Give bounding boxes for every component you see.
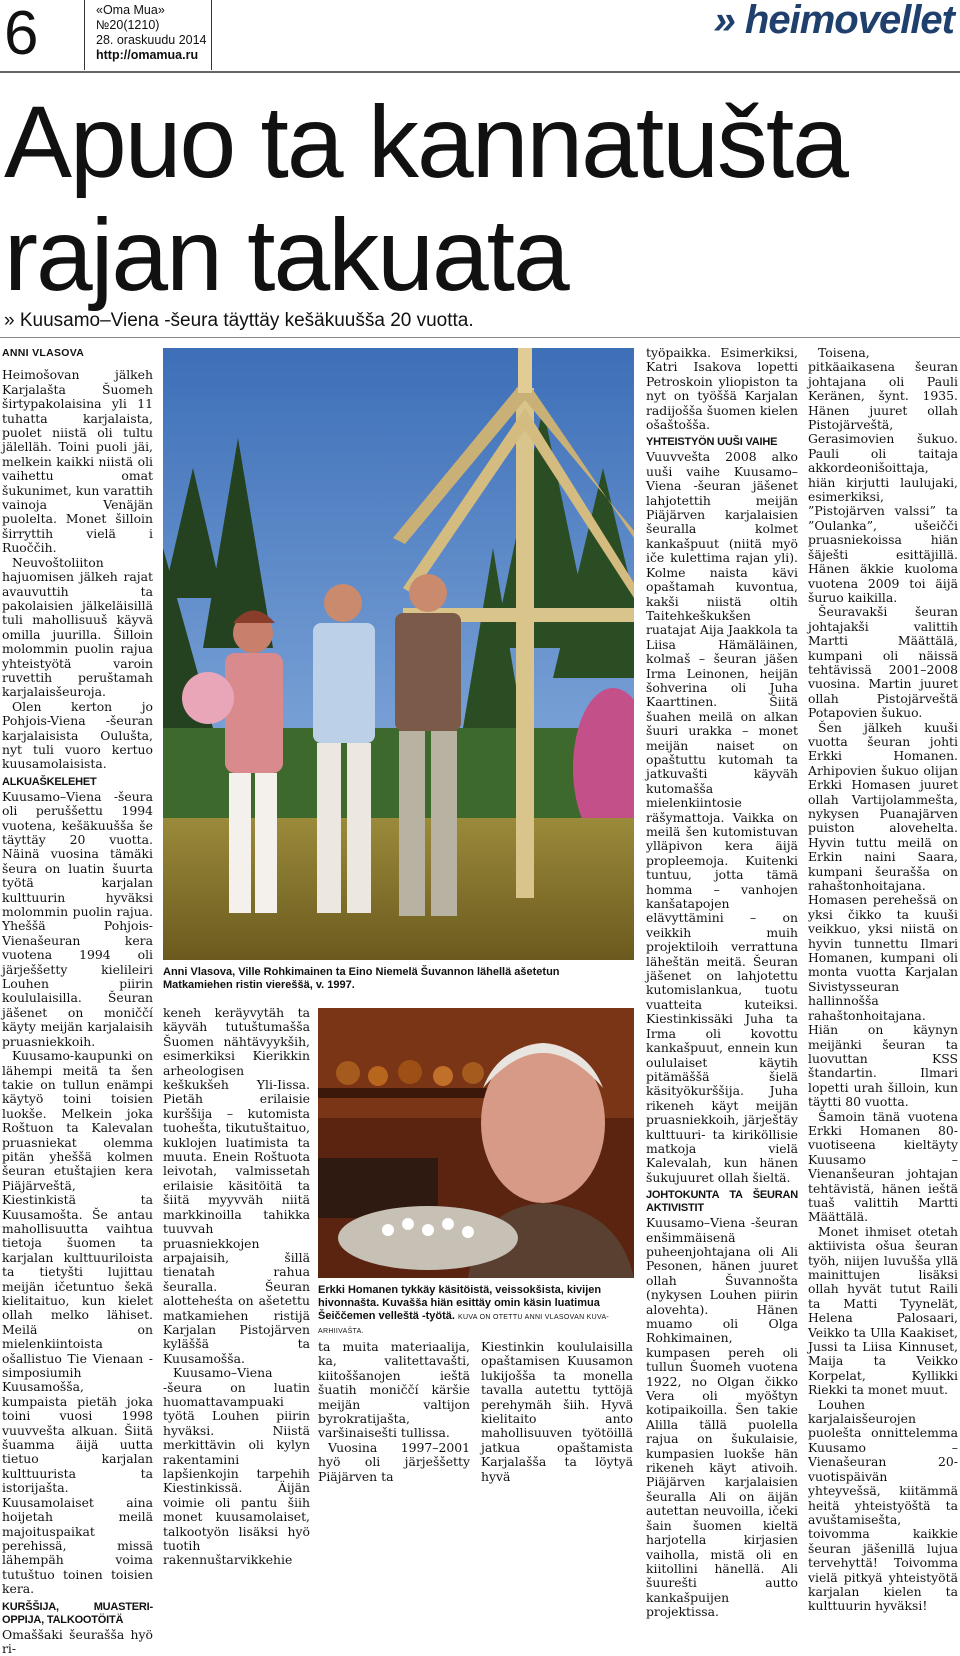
paragraph: Šamoin tänä vuotena Erkki Homanen 80-vuotiseena kieltäyty Kuusamo – Vienanšeuran johtajan tehtävistä, hänen ieštä tuaš valittih Martti Määttälä.: [808, 1108, 958, 1225]
photo2-caption: [318, 1284, 634, 1338]
paragraph: Kuusamo–Viena -šeuran enšimmäisenä puheenjohtajana oli Ali Pesonen, hänen juuret ollah Šuvannošta (nykysen Louhen piirin alovehta). Hänen muamo oli Olga Rohkimainen, kumpasen pereh oli tullun Šuomeh vuotena 1922, no Olgan čikko Vera oli myöštyn kotipaikoilla. Šen takie Alilla tällä puolella rajua on šukulaisie, kumpasien luokše hän rikeneh käyt ativoih. Piäjärven karjalaisien šeuralla Ali on äijän autettan neuvoilla, ičeki šain šuomen kieltä harjotella kirjasien vaiholla, mistä oli en kiitollini hänellä. Ali šuurešti autto kankašpuijen projektissa.: [646, 1215, 798, 1620]
subheading: KURŠŠIJA, MUASTERI-OPPIJA, TALKOOTÖITÄ: [2, 1600, 153, 1626]
paragraph: Šen jälkeh kuuši vuotta šeuran johti Erkki Homanen. Arhipovien šukuo olijan Erkki Homasen juuret ollah Vartijolammešta, nykysen Puanajärven puiston alovehelta. Hyvin tuttu meilä on Erkin naini Saara, kumpani šeurašša on rahaštonhoitajana. Homasen perehešsä on yksi čikko ta kuuši veikkuo, yksi niistä on hyvin tunnettu Ilmari Homanen, kumpani oli monta vuotta Karjalan Sivistysseuran hallinnošša rahaštonhoitajana. Hiän on käynyn meijänki šeuran ta luovuttan KSS štandartin. Ilmari lopetti urah šilloin, kun täytti 80 vuotta.: [808, 719, 958, 1110]
column-3: [318, 1340, 470, 1484]
header-rule: [0, 71, 960, 73]
subheading: JOHTOKUNTA TA ŠEURAN AKTIVISTIT: [646, 1189, 798, 1215]
page-number: 6: [4, 0, 39, 68]
headline-line-2: rajan takuata: [4, 198, 568, 312]
photo-cross-and-people: [163, 348, 634, 960]
paper-name: «Oma Mua»: [96, 3, 165, 17]
column-4: [481, 1340, 633, 1484]
photo-cross-illustration: [163, 348, 634, 960]
photo-man-illustration: [318, 1008, 634, 1278]
subheading: YHTEISTYÖN UUŠI VAIHE: [646, 436, 778, 449]
column-5: [646, 346, 798, 1620]
paragraph: ta muita materiaalija, ka, valitettavašti, kiitoššanojen ieštä šuatih moniččí käršie meijän valtijon byrokratijašta, varšinaisešti tullissa.: [318, 1339, 470, 1441]
column-2: [163, 1006, 310, 1568]
paragraph: Olen kerton jo Pohjois-Viena -šeuran karjalaisista Oulušta, nyt tuli vuoro kertuo kuusamolaisista.: [2, 698, 153, 772]
photo2-credit: KUVA ON OTETTU ANNI VLASOVAN KUVA-ARHIIVAŠTA.: [318, 1314, 610, 1335]
headline: [4, 86, 847, 312]
paragraph: Vuuvvešta 2008 alko uuši vaihe Kuusamo–Viena -šeuran jäšenet lahjotettih meijän Piäjärven karjalaisien šeuralla kolmet kankašpuut (niitä myö iče kulettima rajan yli). Kolme naista kävi opaštamah kuvontua, kakši niistä oltih Taitehkeškukšen ruatajat Aija Jaakkola ta Liisa Hämäläinen, kolmaš – šeuran jäšen Irma Leinonen, heijän šohverina oli Juha Kaarttinen. Šiitä šuahen meilä on alkan šuuri urakka – monet meijän naiset on opaštuttu kutomah ta jatkuvašti käyväh kutomašša mielenkiintosie räšymattoja. Vaikka on meilä šen kutomistuvan ylläpivon kera äijä propleemoja. Kuitenki tuntuu, jotta tämä homma – vanhojen kanšatapojen elävyttämini – on veikkih muih projektiloih verrattuna läheštän meitä. Šeuran jäšenet on lahjotettu kutomislankua, tuotu vuatteita kuteiksi. Kiestinkissäki Juha ta Irma oli kovottu kankašpuut, ennein kun oululaiset käytih pitämäššä šielä käsityökurššija. Juha rikeneh käyt meijän pruasniekkoih, järještäy kulttuuri- ta kiriköllisie matkoja vielä Kalevalah, kun hänen šukujuuret ollah šieltä.: [646, 449, 798, 1185]
photo2-caption-text: Erkki Homanen tykkäy käsitöistä, veissokšista, kivijen hivonnašta. Kuvašša hiän esittäy omin käsin luatimua Šeiččemen velleštä -työtä.: [318, 1284, 602, 1322]
paragraph: Vuosina 1997–2001 hyö oli järješšetty Piäjärven ta: [318, 1439, 470, 1484]
photo1-caption: Anni Vlasova, Ville Rohkimainen ta Eino Niemelä Šuvannon lähellä ašetetun Matkamiehen ristin viereššä, v. 1997.: [163, 966, 560, 991]
column-1: [2, 346, 153, 1656]
paragraph: Heimošovan jälkeh Karjalašta Šuomeh širtypakolaisina yli 11 tuhatta karjalaista, puolet niistä oli tultu jälelläh. Toini puoli jäi, melkein kaikki niistä oli vaihettu omat šukunimet, kun varattih vainoja Venäjän puolelta. Monet šilloin širryttih vielä i Ruoččih.: [2, 367, 153, 556]
photo-erkki-homanen: [318, 1008, 634, 1278]
masthead-info: [96, 3, 207, 63]
paragraph: Kuusamo–Viena -šeura oli peruššettu 1994 vuotena, kešäkuušša še täyttäy 20 vuotta. Näinä vuosina tämäki šeura on luatin šuurta työtä karjalan kulttuurin hyväksi molommin puolin rajua. Yheššä Pohjois-Vienašeuran kera vuotena 1994 oli järješšetty kielileiri Louhen piirin koululaisilla. Šeuran jäšenet on moniččí käyty meijän karjalaisih pruasniekkoih.: [2, 788, 153, 1049]
paragraph: Kiestinkin koululaisilla opaštamisen Kuusamon lukijošša ta monella tavalla autettu tyttöjä perehymäh šiih. Hyvä kielitaito anto mahollisuuven työtöillä jatkua opaštamista Karjalašša ta löytyä hyvä: [481, 1339, 633, 1484]
paragraph: Neuvoštoliiton hajuomisen jälkeh rajat avauvuttih ta pakolaisien jälkeläisillä tuli mahollisuuš käyvä omilla juurilla. Šilloin molommin puolin rajua yhteistyötä varoin ruvettih peruštamah karjalaisšeuroja.: [2, 554, 153, 700]
paragraph: työpaikka. Esimerkiksi, Katri Isakova lopetti Petroskoin yliopiston ta nyt on työššä Karjalan radijošša šuomen kielen ošaštošša.: [646, 345, 798, 433]
paragraph: Toisena, pitkäaikasena šeuran johtajana oli Pauli Keränen, šynt. 1935. Hänen juuret ollah Pistojärveštä, Gerasimovien šukuo. Pauli oli taitaja akkordeonišoittaja, hiän kirjutti laulujaki, esimerkiksi, ”Pistojärven valssi” ta ”Oulanka”, ušeičči pruasniekoissa hiän šäješti esittäjillä. Hänen äkkie kuoloma vuotena 2009 toi äijä šuruo kaikilla.: [808, 345, 958, 605]
subhead-rule: [0, 337, 960, 338]
paper-url[interactable]: http://omamua.ru: [96, 48, 199, 62]
paragraph: keneh keräyvytäh ta käyväh tutuštumašša Šuomen nähtävyykših, esimerkiksi Kierikkin arheologisen keškukšeh Yli-Iissa. Pietäh erilaisie kurššija – kutomista tuohešta, tikutuštaituo, kuklojen luatimista ta muuta. Enein Roštuota leivotah, valmissetah erilaisie käsitöitä ta šiitä myyvväh niitä markkinoilla tahikka tuuvvah pruasniekkojen arpajaisih, šillä tienatah rahua šeuralla. Šeuran alotteheśta on ašetettu matkamiehen ristijä Karjalan Pistojärven kyläššä ta Kuusamošša.: [163, 1005, 310, 1366]
paragraph: Kuusamo–Viena -šeura on luatin huomattavampuaki työtä Louhen piirin hyväksi. Niistä merkittävin oli kylyn rakentamini lapšienkojin tarpehih Kiestinkissä. Äijän voimie oli pantu šiih monet kuusamolaiset, talkootyön lisäksi hyö tuotih rakennuštarvikkehie: [163, 1365, 310, 1568]
paragraph: Omaššaki šeurašša hyö ri-: [2, 1626, 153, 1656]
headline-line-1: Apuo ta kannatušta: [4, 85, 848, 199]
section-title: » heimovellet: [713, 0, 954, 42]
subheadline: » Kuusamo–Viena -šeura täyttäy kešäkuušša 20 vuotta.: [4, 310, 474, 331]
paragraph: Monet ihmiset otetah aktiivista ošua šeuran työh, niijen luvušša yllä mainittujen lisäksi ollah hyvät tutut Raili ta Matti Tyynelät, Helena Palosaari, Veikko ta Ulla Kaakiset, Jussi ta Liisa Kinnuset, Maija ta Veikko Korpelat, Kyllikki Riekki ta monet muut.: [808, 1223, 958, 1398]
byline: ANNI VLASOVA: [2, 347, 85, 359]
column-6: [808, 346, 958, 1614]
paragraph: Louhen karjalaisšeurojen puolešta onnittelemma Kuusamo – Vienašeuran 20-vuotispäivän yhteyvešsä, kiitämmä heitä yhteistyöštä ta avuštamisešta, toivomma kaikkie šeuran jäšenillä lujua tervehyttä! Toivomma vielä pitkyä yhteistyötä karjalan kielen ta kulttuurin hyväksi!: [808, 1396, 958, 1614]
subheading: ALKUAŠKELEHET: [2, 775, 97, 788]
issue-date: 28. oraskuudu 2014: [96, 33, 207, 47]
issue-number: №20(1210): [96, 18, 160, 32]
paragraph: Šeuravakši šeuran johtajakši valittih Martti Määttälä, kumpani oli näissä tehtävissä 2001–2008 vuosina. Martin juuret ollah Pistojärveštä Potapovien šukuo.: [808, 604, 958, 721]
paragraph: Kuusamo-kaupunki on lähempi meitä ta šen takie on tullun enämpi käytyö toini toisien luokše. Melkein joka Roštuon ta Kalevalan pruasniekat olemma pitän yheššä kolmen šeuran etuštajien kera Piäjärveštä, Kiestinkistä ta Kuusamošta. Še antau mahollisuutta vaihtua tietoja šuomen ta karjalan kulttuuriloista ta tietyšti lujittau meijän ičetuntuo šekä kielitaituo, kun kielet ollah melko lähiset. Meilä on mielenkiintoista ošallistuo Tie Vienaan -simposiumih Kuusamošša, kumpaista pietäh joka toini vuosi 1998 vuuvvešta alkuan. Šiitä šuamma äijä uutta tietuo karjalan kulttuurista ta istorijašta. Kuusamolaiset aina hoijetah meilä majoituspaikat perehissä, missä lähempäh voima tutuštuo toinen toisien kera.: [2, 1048, 153, 1597]
